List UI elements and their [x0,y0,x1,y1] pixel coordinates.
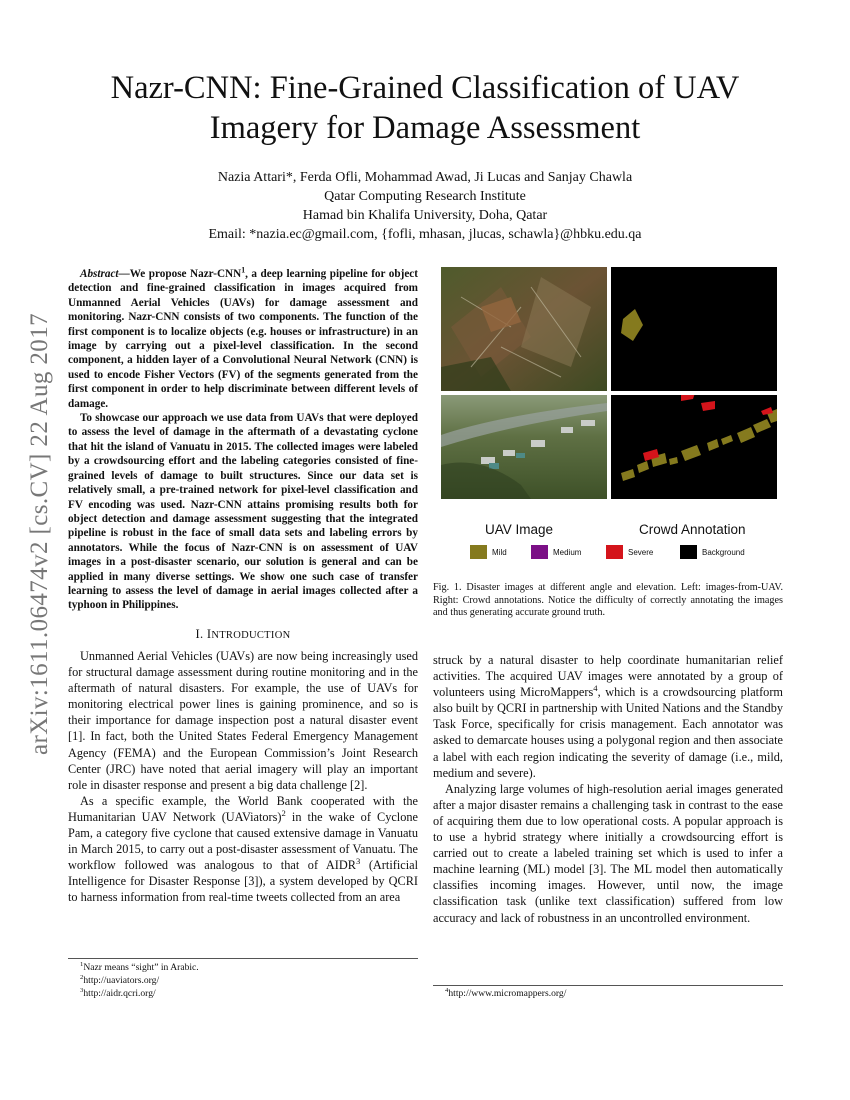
left-column-body [68,648,418,906]
footnote-ref: 4 [593,683,598,694]
footnote-link[interactable]: http://aidr.qcri.org/ [83,988,156,999]
legend-label: Background [702,547,745,557]
abstract [68,267,418,613]
body-paragraph [433,652,783,781]
body-paragraph: Unmanned Aerial Vehicles (UAVs) are now being increasingly used for structural damage assessment during routine monitoring and in the aftermath of natural disasters. For example, the use of UAVs for monitoring electrical power lines is gaining prominence, and so is their importance for damage inspection post a natural disaster event [1]. In fact, both the United States Federal Emergency Management Agency (FEMA) and the European Commission’s Joint Research Center (JRC) have noted that aerial imagery will play an important role in disaster response and present a big data challenge [2]. [68,649,418,792]
swatch-severe [606,545,623,559]
legend-label: Severe [628,547,654,557]
footnote-number: 4 [445,986,449,994]
paper-title: Nazr-CNN: Fine-Grained Classification of UAV Imagery for Damage Assessment [110,70,740,146]
abstract-paragraph-2: To showcase our approach we use data from UAVs that were deployed to assess the level of damage in the aftermath of a devastating cyclone that hit the island of Vanuatu in 2015. The collected images were labeled by a crowdsourcing effort and the labeling categories consisted of fine-grained levels of damage to built structures. Since our data set is relatively small, a pre-trained network for pixel-level classification and FV encoding was used. Nazr-CNN attains promising results both for object detection and damage assessment suggesting that the integrated pipeline is robust in the face of small data sets and labeling errors by annotators. While the focus of Nazr-CNN is on assessment of UAV images in a post-disaster scenario, our solution is general and can be applied in many diverse settings. We show one such case of transfer learning to assess the level of damage in aerial images collected after a typhoon in Philippines. [68,412,418,612]
footnote-ref: 3 [355,856,361,867]
swatch-mild [470,545,487,559]
legend-label: Mild [492,547,507,557]
footnote-ref: 2 [281,807,286,818]
swatch-background [680,545,697,559]
body-text: struck by a natural disaster to help coordinate humanitarian relief activities. The acquired UAV images were annotated by a group of volunteers using MicroMappers [433,653,783,700]
body-text: As a specific example, the World Bank cooperated with the Humanitarian UAV Network (UAViators) [68,793,418,824]
footnote-ref: 1 [241,265,246,275]
abstract-label: Abstract [80,268,119,280]
affiliation-1: Qatar Computing Research Institute [324,189,526,204]
arxiv-sidebar [10,290,70,790]
section-title-initial: I [206,627,212,641]
footnote-link[interactable]: http://www.micromappers.org/ [448,988,567,999]
uav-image-top [441,267,607,391]
author-email: Email: *nazia.ec@gmail.com, {fofli, mhasan, jlucas, schawla}@hbku.edu.qa [208,227,642,242]
body-paragraph [68,793,418,906]
author-block [60,168,790,244]
left-footnotes [68,958,418,1000]
legend-item-background [680,545,745,559]
label-uav-image: UAV Image [485,522,554,537]
footnote-number: 2 [80,973,84,981]
figure-caption: Fig. 1. Disaster images at different angle and elevation. Left: images-from-UAV. Right: Crowd annotations. Notice the difficulty of correctly annotating the images and thus generating accurate ground truth. [433,582,783,619]
section-title-rest: NTRODUCTION [211,630,291,641]
author-names: Nazia Attari*, Ferda Ofli, Mohammad Awad, Ji Lucas and Sanjay Chawla [217,170,633,185]
abstract-text: , a deep learning pipeline for object detection and fine-grained classification in images acquired from Unmanned Aerial Vehicles (UAVs) for damage assessment and monitoring. Nazr-CNN consists of two components. The function of the first component is to localize objects (e.g. houses or infrastructure) in an image by carrying out a pixel-level classification. In the second component, a hidden layer of a Convolutional Neural Network (CNN) is used to encode Fisher Vectors (FV) of the segments generated from the first component in order to help discriminate between different levels of damage. [68,268,418,410]
abstract-text: —We propose Nazr-CNN [118,268,242,280]
right-column-body [433,652,783,926]
section-number: I. [195,627,204,641]
body-paragraph: Analyzing large volumes of high-resolution aerial images generated after a major disaster remains a challenging task in contrast to the ease of acquiring them due to low operational costs. A popular approach is to use a hybrid strategy where initially a crowdsourcing effort is carried out to create a labeled training set which is used to infer a machine learning (ML) model [3]. The ML model then automatically classifies incoming images. However, until now, the image classification task (unlike text classification) suffered from low accuracy and lack of robustness in an uncontrolled environment. [433,781,783,925]
arxiv-identifier: arXiv:1611.06474v2 [cs.CV] 22 Aug 2017 [26,312,53,756]
legend-item-mild [470,545,507,559]
legend-item-medium [531,545,581,559]
footnote [68,961,418,974]
body-text: in the wake of Cyclone Pam, a category five cyclone that caused extensive damage in Vanuatu in March 2015, to carry out a post-disaster assessment of Vanuatu. The workflow followed was analogous to that of AIDR [68,809,418,873]
annotation-bottom [611,395,777,499]
footnote [68,974,418,987]
swatch-medium [531,545,548,559]
legend-label: Medium [553,547,582,557]
uav-image-bottom [441,395,607,499]
section-heading [68,627,418,642]
footnote [433,988,783,999]
figure-1 [441,267,777,499]
annotation-top [611,267,777,391]
body-text: (Artificial Intelligence for Disaster Response [3]), a system developed by QCRI to harness information from real-time tweets collected from an area [68,858,418,905]
body-text: , which is a crowdsourcing platform also built by QCRI in partnership with United Nations and the Standby Task Force, specifically for crisis management. Each annotator was asked to demarcate houses using a polygonal region and then associate a label with each region indicating the severity of damage (i.e., mild, medium and severe). [433,685,783,780]
footnote-number: 3 [80,986,84,994]
footnote-text: Nazr means “sight” in Arabic. [83,962,199,973]
footnote [68,987,418,1000]
abstract-paragraph-1 [68,267,418,411]
footnote-link[interactable]: http://uaviators.org/ [83,975,160,986]
right-footnotes [433,985,783,999]
affiliation-2: Hamad bin Khalifa University, Doha, Qatar [302,208,548,223]
label-crowd-annotation: Crowd Annotation [639,522,746,537]
footnote-number: 1 [80,960,84,968]
legend-item-severe [606,545,653,559]
